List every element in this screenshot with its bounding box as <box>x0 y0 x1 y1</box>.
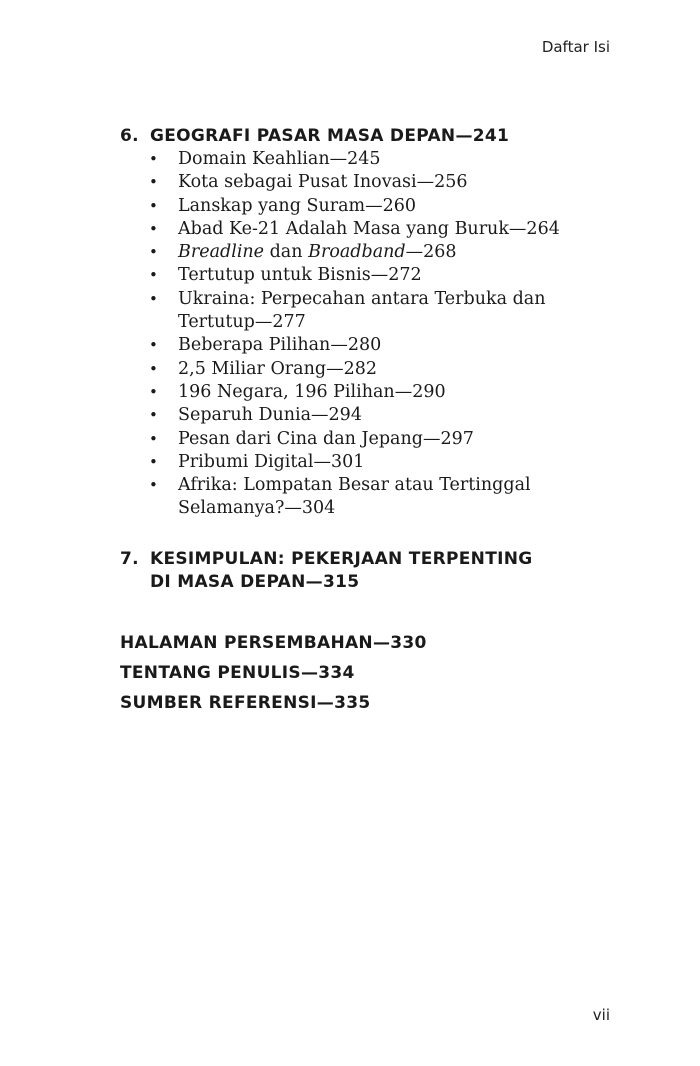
toc-entry: • Kota sebagai Pusat Inovasi—256 <box>120 171 620 194</box>
bullet: • <box>149 219 158 238</box>
bullet: • <box>149 243 158 262</box>
table-of-contents <box>120 125 620 718</box>
toc-entry: • Tertutup untuk Bisnis—272 <box>120 264 620 287</box>
bullet: • <box>149 289 158 308</box>
toc-entry: • Ukraina: Perpecahan antara Terbuka dan Tertutup—277 <box>149 288 546 333</box>
chapter-heading <box>120 548 620 594</box>
bullet: • <box>149 359 158 378</box>
bullet: • <box>149 382 158 401</box>
chapter-7 <box>120 548 620 594</box>
toc-entry: • 2,5 Miliar Orang—282 <box>120 358 620 381</box>
backmatter-entry: HALAMAN PERSEMBAHAN—330 <box>120 632 427 653</box>
bullet: • <box>149 196 158 215</box>
toc-entry: • 196 Negara, 196 Pilihan—290 <box>120 381 620 404</box>
toc-entry: • Afrika: Lompatan Besar atau Tertinggal Selamanya?—304 <box>149 475 531 519</box>
chapter-6 <box>120 125 620 521</box>
toc-entry: • Abad Ke-21 Adalah Masa yang Buruk—264 <box>120 218 620 241</box>
toc-entry: • Domain Keahlian—245 <box>120 148 620 171</box>
toc-entry: • Lanskap yang Suram—260 <box>120 195 620 218</box>
bullet: • <box>149 476 158 495</box>
page-number: vii <box>592 1006 610 1024</box>
backmatter-entry: TENTANG PENULIS—334 <box>120 662 355 683</box>
bullet: • <box>149 173 158 192</box>
bullet: • <box>149 452 158 471</box>
chapter-title: KESIMPULAN: PEKERJAAN TERPENTING DI MASA DEPAN—315 <box>150 548 533 592</box>
chapter-heading <box>120 125 620 148</box>
chapter-entries <box>120 148 620 521</box>
backmatter-list <box>120 628 620 718</box>
chapter-number: 6. <box>120 126 139 146</box>
toc-entry: • Pribumi Digital—301 <box>120 451 620 474</box>
toc-entry: • Separuh Dunia—294 <box>120 404 620 427</box>
toc-entry: • Breadline dan Broadband—268 <box>120 241 620 264</box>
toc-entry: • Pesan dari Cina dan Jepang—297 <box>120 428 620 451</box>
chapter-title: GEOGRAFI PASAR MASA DEPAN—241 <box>150 126 510 146</box>
running-head: Daftar Isi <box>541 38 610 56</box>
bullet: • <box>149 406 158 425</box>
backmatter-entry: SUMBER REFERENSI—335 <box>120 692 371 713</box>
bullet: • <box>149 266 158 285</box>
toc-entry: • Beberapa Pilihan—280 <box>120 334 620 357</box>
bullet: • <box>149 150 158 168</box>
bullet: • <box>149 336 158 355</box>
chapter-number: 7. <box>120 548 139 569</box>
bullet: • <box>149 429 158 448</box>
